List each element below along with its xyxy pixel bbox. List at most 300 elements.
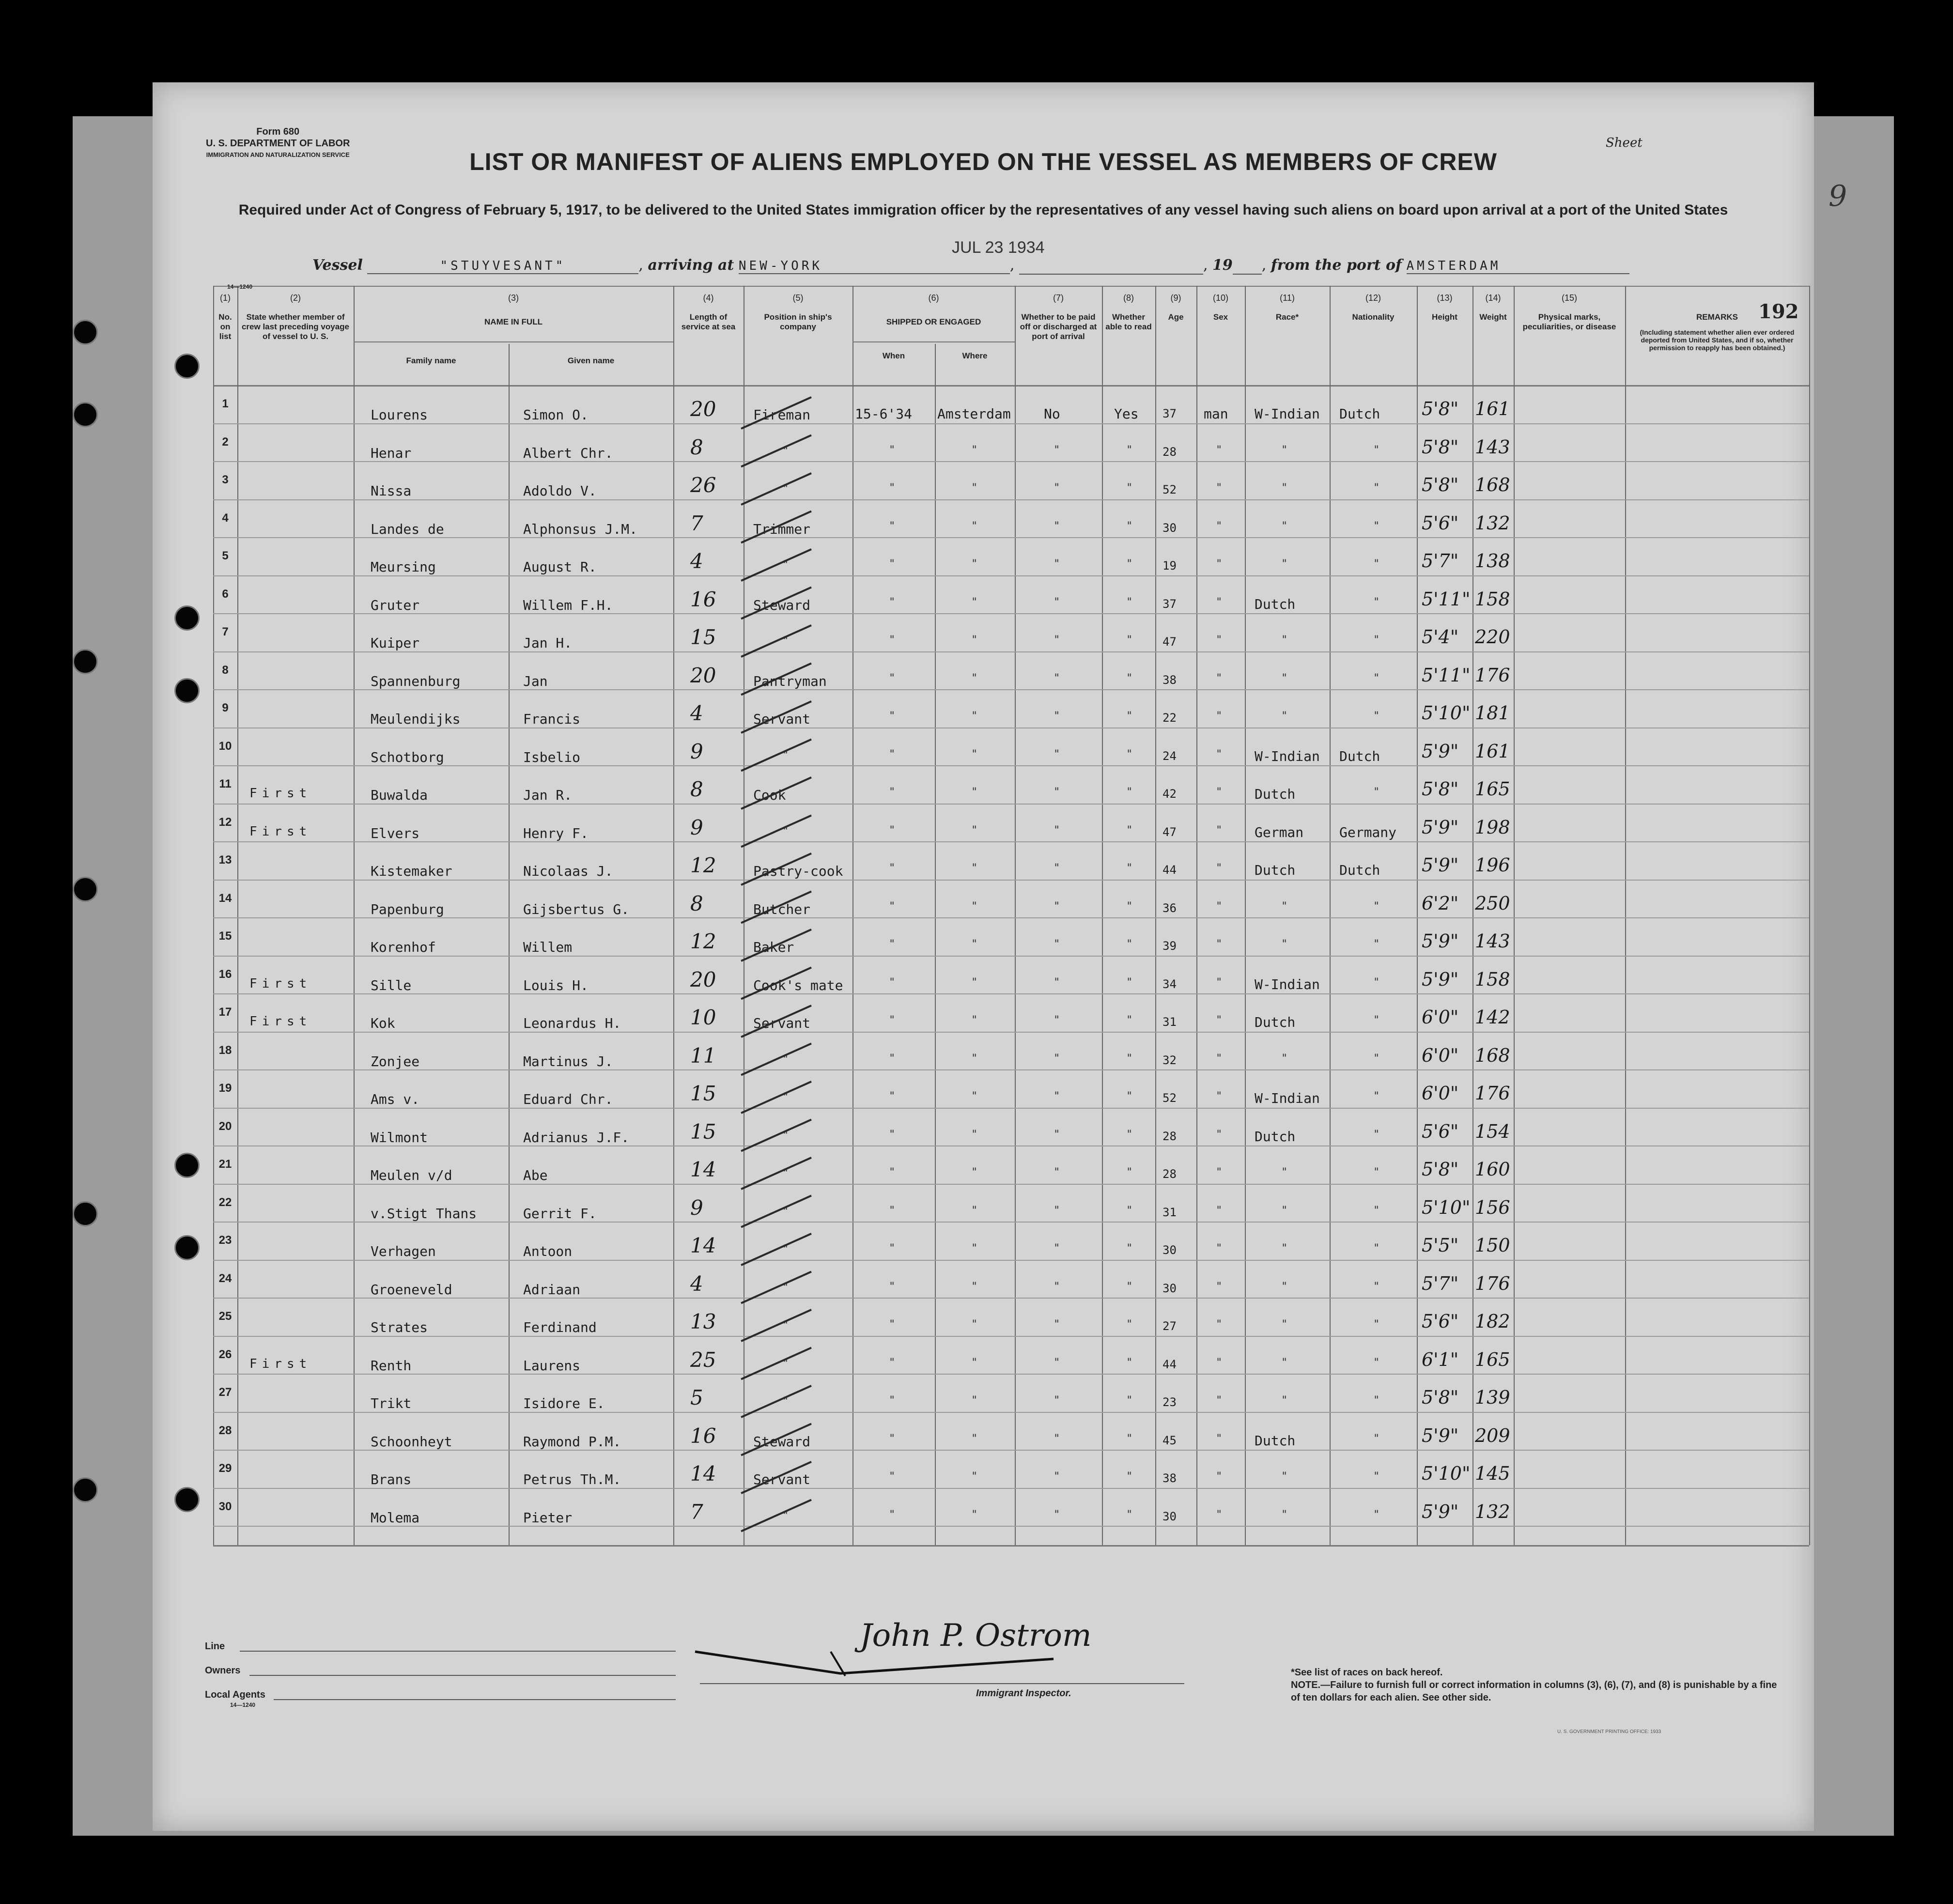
shipped-where: ": [971, 938, 978, 950]
height: 5'5": [1422, 1235, 1459, 1256]
shipped-where: ": [971, 1394, 978, 1407]
sex: ": [1216, 1242, 1223, 1254]
family-name: Buwalda: [371, 787, 428, 803]
family-name: Papenburg: [371, 901, 444, 917]
paid-off: ": [1054, 976, 1060, 989]
shipped-where: ": [971, 1166, 978, 1178]
family-name: Kistemaker: [371, 863, 452, 879]
column-number: (15): [1561, 293, 1577, 303]
shipped-when: ": [889, 710, 896, 722]
height: 5'8": [1422, 398, 1459, 419]
column-header-c12: Nationality: [1352, 312, 1395, 322]
given-name: Abe: [523, 1167, 548, 1183]
paid-off: ": [1054, 596, 1060, 608]
agents-label: Local Agents: [205, 1689, 265, 1700]
nationality: ": [1373, 1394, 1380, 1407]
date-stamp: JUL 23 1934: [952, 238, 1045, 257]
shipped-where: ": [971, 786, 978, 798]
tick-mark: [741, 853, 811, 885]
punch-hole: [174, 1487, 200, 1512]
service-length: 12: [690, 929, 716, 953]
nationality: ": [1373, 786, 1380, 798]
row-number: 17: [218, 1006, 232, 1019]
tick-mark: [741, 1348, 811, 1379]
service-length: 25: [690, 1347, 716, 1372]
tick-mark: [741, 968, 811, 999]
punch-hole: [73, 1201, 98, 1226]
weight: 176: [1475, 664, 1510, 686]
column-number: (6): [928, 293, 939, 303]
arriving-port: NEW-YORK: [739, 259, 1010, 274]
row-number: 18: [218, 1043, 232, 1057]
tick-mark: [741, 1500, 811, 1532]
nationality: ": [1373, 1204, 1380, 1217]
family-name: Trikt: [371, 1395, 412, 1411]
page-number: 192: [1758, 300, 1799, 323]
paid-off: ": [1054, 1394, 1060, 1407]
shipped-where: ": [971, 976, 978, 989]
previous-voyage: First: [249, 976, 312, 991]
family-name: Schotborg: [371, 749, 444, 765]
column-number: (4): [703, 293, 714, 303]
position: Servant: [753, 1015, 811, 1031]
tick-mark: [741, 1120, 811, 1151]
given-name: Antoon: [523, 1243, 573, 1259]
column-header-c15: Physical marks, peculiarities, or disease: [1522, 312, 1616, 331]
nationality: ": [1373, 634, 1380, 646]
sheet-mark: 9: [1829, 179, 1847, 213]
height: 5'6": [1422, 1311, 1459, 1332]
weight: 145: [1475, 1463, 1510, 1484]
shipped-where: ": [971, 1508, 978, 1521]
row-number: 9: [222, 701, 229, 714]
service-length: 14: [690, 1234, 716, 1257]
column-header-c6: SHIPPED OR ENGAGED: [886, 317, 981, 326]
punch-hole: [174, 1153, 200, 1178]
row-number: 6: [222, 587, 229, 601]
column-header-c13: Height: [1432, 312, 1457, 322]
given-name: Willem: [523, 939, 573, 955]
paid-off: ": [1054, 558, 1060, 570]
able-to-read: ": [1126, 672, 1133, 684]
sex: ": [1216, 1090, 1223, 1102]
service-length: 11: [690, 1043, 716, 1068]
position: Cook: [753, 787, 786, 803]
sex: ": [1216, 1204, 1223, 1217]
family-name: Gruter: [371, 597, 420, 613]
height: 5'9": [1422, 816, 1459, 838]
weight: 250: [1475, 892, 1510, 914]
position: Cook's mate: [753, 977, 843, 993]
given-name: Isidore E.: [523, 1395, 605, 1411]
vessel-line: Vessel "STUYVESANT" , arriving at NEW-YORK , , 19 , from the port of AMSTERDAM: [312, 257, 1629, 275]
race: ": [1281, 482, 1288, 494]
able-to-read: ": [1126, 1014, 1133, 1026]
service-length: 9: [690, 1195, 703, 1220]
service-length: 9: [690, 739, 703, 763]
shipped-where: ": [971, 1242, 978, 1254]
race: ": [1281, 938, 1288, 950]
tick-mark: [741, 1082, 811, 1113]
age: 31: [1162, 1205, 1177, 1219]
page-subtitle: Required under Act of Congress of February 5, 1917, to be delivered to the United States immigration officer by the representatives of any vessel having such aliens on board upon arrival at a port of the United States: [238, 202, 1728, 218]
nationality: ": [1373, 596, 1380, 608]
sex: ": [1216, 558, 1223, 570]
age: 44: [1162, 1357, 1177, 1371]
position: Servant: [753, 711, 811, 727]
nationality: ": [1373, 520, 1380, 532]
line-label: Line: [205, 1641, 225, 1652]
column-header-c10: Sex: [1213, 312, 1228, 322]
nationality: ": [1373, 1432, 1380, 1445]
row-number: 12: [218, 815, 232, 829]
family-name: Wilmont: [371, 1129, 428, 1145]
sex: ": [1216, 482, 1223, 494]
nationality: ": [1373, 672, 1380, 684]
family-name: Meursing: [371, 559, 436, 575]
previous-voyage: First: [249, 786, 312, 801]
able-to-read: ": [1126, 520, 1133, 532]
able-to-read: ": [1126, 1166, 1133, 1178]
row-number: 10: [218, 739, 232, 753]
shipped-when: ": [889, 862, 896, 874]
given-name: Pieter: [523, 1509, 573, 1526]
shipped-when: ": [889, 1508, 896, 1521]
height: 5'8": [1422, 1387, 1459, 1408]
able-to-read: ": [1126, 862, 1133, 874]
family-name: Groeneveld: [371, 1281, 452, 1298]
column-number: (7): [1053, 293, 1064, 303]
position: ": [782, 559, 789, 571]
nationality: ": [1373, 938, 1380, 950]
race-note: *See list of races on back hereof.: [1291, 1667, 1443, 1678]
age: 19: [1162, 559, 1177, 573]
age: 47: [1162, 635, 1177, 649]
shipped-when: ": [889, 1128, 896, 1141]
form-service: IMMIGRATION AND NATURALIZATION SERVICE: [206, 151, 350, 158]
able-to-read: ": [1126, 1242, 1133, 1254]
given-name: Willem F.H.: [523, 597, 613, 613]
shipped-when: ": [889, 976, 896, 989]
tick-mark: [741, 397, 811, 429]
service-length: 8: [690, 891, 703, 915]
position: Butcher: [753, 901, 811, 917]
family-name: Henar: [371, 445, 412, 461]
nationality: Germany: [1339, 824, 1397, 840]
tick-mark: [741, 1462, 811, 1493]
race: ": [1281, 558, 1288, 570]
nationality: Dutch: [1339, 406, 1380, 422]
punch-hole: [73, 1477, 98, 1502]
weight: 150: [1475, 1235, 1510, 1256]
tick-mark: [741, 701, 811, 733]
nationality: ": [1373, 1318, 1380, 1331]
able-to-read: ": [1126, 976, 1133, 989]
sex: ": [1216, 672, 1223, 684]
able-to-read: ": [1126, 1128, 1133, 1141]
vessel-label: Vessel: [312, 257, 363, 274]
age: 22: [1162, 711, 1177, 725]
age: 47: [1162, 825, 1177, 839]
nationality: Dutch: [1339, 748, 1380, 764]
height: 5'4": [1422, 626, 1459, 648]
age: 30: [1162, 521, 1177, 535]
tick-mark: [741, 549, 811, 581]
able-to-read: ": [1126, 786, 1133, 798]
shipped-where: ": [971, 824, 978, 836]
age: 45: [1162, 1433, 1177, 1447]
inspector-signature: John P. Ostrom: [860, 1618, 1092, 1654]
family-name: Ams v.: [371, 1091, 420, 1107]
weight: 176: [1475, 1083, 1510, 1104]
height: 5'6": [1422, 512, 1459, 534]
tick-mark: [741, 625, 811, 657]
sex: ": [1216, 1318, 1223, 1331]
paid-off: ": [1054, 520, 1060, 532]
shipped-when: ": [889, 1356, 896, 1369]
height: 5'9": [1422, 1424, 1459, 1446]
service-length: 15: [690, 1119, 716, 1144]
shipped-where: ": [971, 1432, 978, 1445]
position: ": [782, 1129, 789, 1142]
weight: 154: [1475, 1120, 1510, 1142]
position: Pantryman: [753, 673, 827, 689]
shipped-where: ": [971, 710, 978, 722]
height: 6'0": [1422, 1044, 1459, 1066]
weight: 181: [1475, 702, 1510, 724]
weight: 198: [1475, 816, 1510, 838]
shipped-where: ": [971, 444, 978, 456]
age: 27: [1162, 1319, 1177, 1333]
height: 5'8": [1422, 778, 1459, 800]
race: ": [1281, 1242, 1288, 1254]
family-name: Spannenburg: [371, 673, 461, 689]
nationality: ": [1373, 1128, 1380, 1141]
column-number: (13): [1437, 293, 1453, 303]
paid-off: ": [1054, 710, 1060, 722]
given-name: Alphonsus J.M.: [523, 521, 638, 537]
column-number: (5): [792, 293, 804, 303]
weight: 165: [1475, 1348, 1510, 1370]
able-to-read: ": [1126, 1508, 1133, 1521]
tick-mark: [741, 816, 811, 847]
shipped-when: ": [889, 1166, 896, 1178]
column-header-c9: Age: [1168, 312, 1184, 322]
sheet-label: Sheet: [1606, 136, 1643, 150]
column-number: (11): [1280, 293, 1295, 303]
shipped-when: ": [889, 482, 896, 494]
tick-mark: [741, 1006, 811, 1037]
age: 38: [1162, 673, 1177, 687]
paid-off: ": [1054, 900, 1060, 913]
column-number: (3): [508, 293, 519, 303]
position: ": [782, 1167, 789, 1179]
shipped-where: ": [971, 520, 978, 532]
given-name: Jan R.: [523, 787, 573, 803]
position: ": [782, 1243, 789, 1255]
nationality: ": [1373, 482, 1380, 494]
sex: ": [1216, 786, 1223, 798]
tick-mark: [741, 1386, 811, 1417]
service-length: 20: [690, 967, 716, 991]
sex: ": [1216, 1508, 1223, 1521]
service-length: 12: [690, 853, 716, 877]
tick-mark: [741, 1424, 811, 1455]
row-number: 13: [218, 853, 232, 867]
row-number: 29: [218, 1462, 232, 1475]
age: 36: [1162, 901, 1177, 915]
tick-mark: [741, 1196, 811, 1227]
age: 30: [1162, 1243, 1177, 1257]
sex: ": [1216, 1052, 1223, 1065]
weight: 196: [1475, 854, 1510, 876]
punch-hole: [174, 354, 200, 379]
given-name: Adriaan: [523, 1281, 581, 1298]
sex: ": [1216, 748, 1223, 760]
column-header-c11: Race*: [1275, 312, 1299, 322]
tick-mark: [741, 1044, 811, 1075]
family-name: Nissa: [371, 483, 412, 499]
tick-mark: [741, 929, 811, 961]
row-number: 25: [218, 1310, 232, 1323]
family-name: Brans: [371, 1471, 412, 1487]
tick-mark: [741, 740, 811, 771]
given-name: Eduard Chr.: [523, 1091, 613, 1107]
given-name: Leonardus H.: [523, 1015, 621, 1031]
tick-mark: [741, 1234, 811, 1265]
column-header-c14: Weight: [1479, 312, 1507, 322]
sex: ": [1216, 1014, 1223, 1026]
able-to-read: ": [1126, 1318, 1133, 1331]
weight: 156: [1475, 1196, 1510, 1218]
weight: 168: [1475, 1044, 1510, 1066]
height: 6'0": [1422, 1083, 1459, 1104]
race: W-Indian: [1255, 1090, 1320, 1106]
shipped-when: 15-6'34: [855, 406, 913, 422]
family-name: Kok: [371, 1015, 395, 1031]
weight: 158: [1475, 968, 1510, 990]
height: 5'9": [1422, 740, 1459, 762]
service-length: 9: [690, 815, 703, 839]
given-name-header: Given name: [567, 356, 615, 365]
year-label: 19: [1212, 257, 1233, 274]
sex: ": [1216, 444, 1223, 456]
able-to-read: ": [1126, 1052, 1133, 1065]
age: 52: [1162, 1091, 1177, 1105]
age: 37: [1162, 597, 1177, 611]
remarks-subheader: (Including statement whether alien ever ordered deported from United States, and if so, whether permission to reapply has been obtained.): [1640, 328, 1795, 352]
tick-mark: [741, 664, 811, 695]
paid-off: ": [1054, 938, 1060, 950]
able-to-read: ": [1126, 710, 1133, 722]
owners-label: Owners: [205, 1665, 241, 1676]
age: 24: [1162, 749, 1177, 763]
row-number: 24: [218, 1271, 232, 1285]
position: Steward: [753, 1433, 811, 1450]
paid-off: ": [1054, 1128, 1060, 1141]
tick-mark: [741, 1310, 811, 1341]
age: 38: [1162, 1471, 1177, 1485]
column-number: (8): [1123, 293, 1134, 303]
position: ": [782, 1395, 789, 1408]
nationality: ": [1373, 558, 1380, 570]
able-to-read: ": [1126, 482, 1133, 494]
row-number: 15: [218, 929, 232, 943]
column-header-c4: Length of service at sea: [681, 312, 736, 331]
previous-voyage: First: [249, 824, 312, 839]
paid-off: ": [1054, 1471, 1060, 1483]
position: ": [782, 1357, 789, 1370]
able-to-read: ": [1126, 1204, 1133, 1217]
nationality: ": [1373, 1471, 1380, 1483]
given-name: Adrianus J.F.: [523, 1129, 630, 1145]
position: ": [782, 1091, 789, 1103]
position: Baker: [753, 939, 794, 955]
position: Pastry-cook: [753, 863, 843, 879]
weight: 143: [1475, 436, 1510, 458]
row-number: 14: [218, 891, 232, 905]
height: 5'9": [1422, 1501, 1459, 1522]
paid-off: ": [1054, 1318, 1060, 1331]
shipped-when: ": [889, 1471, 896, 1483]
shipped-when: ": [889, 444, 896, 456]
height: 5'10": [1422, 702, 1471, 724]
race: ": [1281, 710, 1288, 722]
shipped-when: ": [889, 824, 896, 836]
tick-mark: [741, 1272, 811, 1303]
row-number: 2: [222, 435, 229, 449]
sex: ": [1216, 1356, 1223, 1369]
able-to-read: Yes: [1114, 406, 1139, 422]
position: ": [782, 483, 789, 495]
weight: 143: [1475, 930, 1510, 952]
position: Servant: [753, 1471, 811, 1487]
position: ": [782, 635, 789, 647]
given-name: Henry F.: [523, 825, 589, 841]
race: German: [1255, 824, 1304, 840]
race: W-Indian: [1255, 406, 1320, 422]
given-name: Albert Chr.: [523, 445, 613, 461]
sex: ": [1216, 1394, 1223, 1407]
sex: ": [1216, 938, 1223, 950]
service-length: 14: [690, 1158, 716, 1181]
column-header-c5: Position in ship's company: [764, 312, 832, 331]
line-blank: [240, 1651, 676, 1652]
age: 31: [1162, 1015, 1177, 1029]
shipped-when: ": [889, 900, 896, 913]
shipped-when: ": [889, 596, 896, 608]
race: Dutch: [1255, 1014, 1296, 1030]
given-name: Isbelio: [523, 749, 581, 765]
punch-hole: [73, 877, 98, 902]
race: Dutch: [1255, 1432, 1296, 1449]
row-number: 1: [222, 397, 229, 410]
height: 5'9": [1422, 930, 1459, 952]
position: ": [782, 445, 789, 457]
age: 34: [1162, 977, 1177, 991]
from-label: from the port of: [1271, 257, 1402, 274]
family-name: Lourens: [371, 407, 428, 423]
height: 5'10": [1422, 1196, 1471, 1218]
printer-mark: U. S. GOVERNMENT PRINTING OFFICE: 1933: [1557, 1729, 1661, 1734]
shipped-where: Amsterdam: [937, 406, 1011, 422]
weight: 168: [1475, 474, 1510, 495]
previous-voyage: First: [249, 1356, 312, 1371]
age: 28: [1162, 1167, 1177, 1181]
given-name: Martinus J.: [523, 1053, 613, 1069]
able-to-read: ": [1126, 824, 1133, 836]
shipped-where: ": [971, 1356, 978, 1369]
